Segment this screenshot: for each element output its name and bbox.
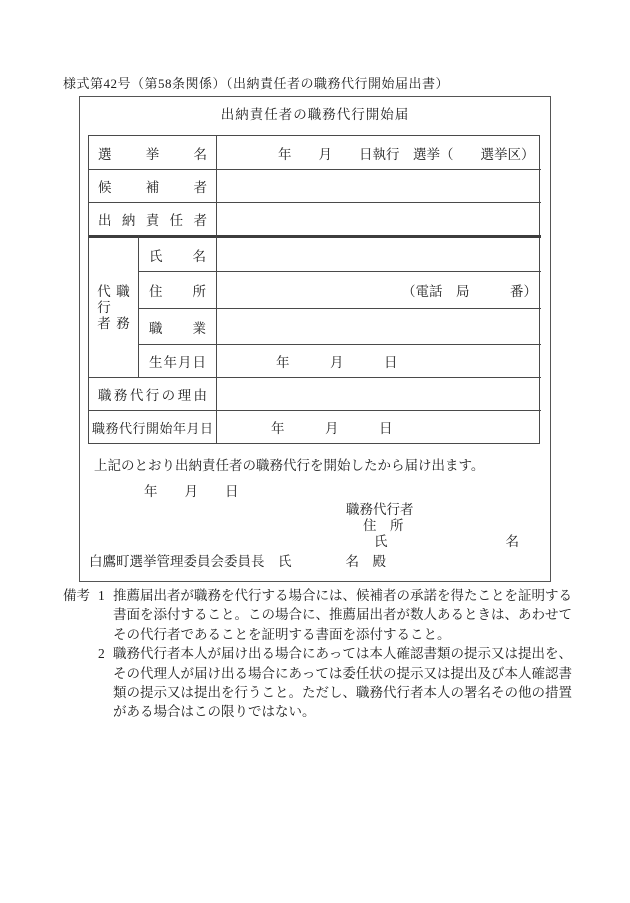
remarks-heading: 備考 <box>63 588 90 603</box>
agent-label-right-top: 職 <box>116 283 130 299</box>
label-cell-birthdate <box>138 344 216 377</box>
declaration-statement: 上記のとおり出納責任者の職務代行を開始したから届け出ます。 <box>94 458 485 473</box>
remark-1-text: 推薦届出者が職務を代行する場合には、候補者の承諾を得たことを証明する書面を添付すること。この場合に、推薦届出者が数人あるときは、あわせてその代行者であることを証明する書面を添付すること。 <box>113 588 572 642</box>
occupation-label: 職業 <box>149 320 206 336</box>
remark-2-text: 職務代行者本人が届け出る場合にあっては本人確認書類の提示又は提出を、その代理人が届け出る場合にあっては委任状の提示又は提出及び本人確認書類の提示又は提出を行うこと。ただし、職務代行者本人の署名その他の措置がある場合はこの限りではない。 <box>113 646 572 720</box>
signer-address-label: 住 所 <box>363 518 404 533</box>
label-cell-address <box>138 271 216 308</box>
value-cell-candidate <box>216 169 541 202</box>
value-cell-start-date: 年 月 日 <box>216 410 541 443</box>
label-cell-election <box>89 136 216 169</box>
label-cell-name <box>138 235 216 271</box>
treasurer-label: 出納責任者 <box>98 213 207 228</box>
label-cell-candidate <box>89 169 216 202</box>
remark-item-2 <box>98 644 572 722</box>
value-cell-treasurer <box>216 202 541 235</box>
agent-label-right-column <box>116 284 130 332</box>
candidate-label: 候補者 <box>98 180 207 195</box>
remarks-items <box>98 586 572 722</box>
remark-1-number: 1 <box>98 588 105 603</box>
form-outer-box <box>79 96 551 582</box>
label-cell-reason <box>89 377 216 410</box>
remarks-section <box>63 586 572 722</box>
reason-label: 職務代行の理由 <box>98 388 207 403</box>
agent-label-left-column: 代行者 <box>97 283 111 331</box>
addressee-line: 白鷹町選挙管理委員会委員長 氏 名 殿 <box>89 554 386 569</box>
agent-vertical-label <box>97 284 130 332</box>
signer-name-right: 名 <box>505 534 519 549</box>
name-label: 氏名 <box>149 248 206 264</box>
remark-2-number: 2 <box>98 646 105 662</box>
value-cell-address: （電話 局 番） <box>216 271 541 308</box>
form-code-label: 様式第42号（第58条関係）（出納責任者の職務代行開始届出書） <box>63 76 450 91</box>
value-cell-reason <box>216 377 541 410</box>
election-label: 選挙名 <box>98 146 207 162</box>
label-cell-start-date <box>89 410 216 443</box>
agent-group-label-cell <box>89 235 138 377</box>
remark-item-1 <box>98 586 572 644</box>
start-date-label: 職務代行開始年月日 <box>92 420 213 436</box>
value-cell-election: 年 月 日執行 選挙（ 選挙区） <box>216 136 541 169</box>
label-cell-treasurer <box>89 202 216 235</box>
value-cell-name <box>216 235 541 271</box>
agent-label-right-bottom: 務 <box>116 315 130 331</box>
signer-name-left: 氏 <box>374 534 388 549</box>
address-label: 住所 <box>149 284 206 299</box>
signer-name-line <box>374 534 519 550</box>
value-cell-occupation <box>216 308 541 344</box>
form-table <box>88 135 540 444</box>
label-cell-occupation <box>138 308 216 344</box>
signer-role-label: 職務代行者 <box>346 502 414 517</box>
form-title: 出納責任者の職務代行開始届 <box>220 107 410 122</box>
value-cell-birthdate: 年 月 日 <box>216 344 541 377</box>
submission-date-line: 年 月 日 <box>144 484 239 499</box>
birthdate-label: 生年月日 <box>149 355 206 370</box>
